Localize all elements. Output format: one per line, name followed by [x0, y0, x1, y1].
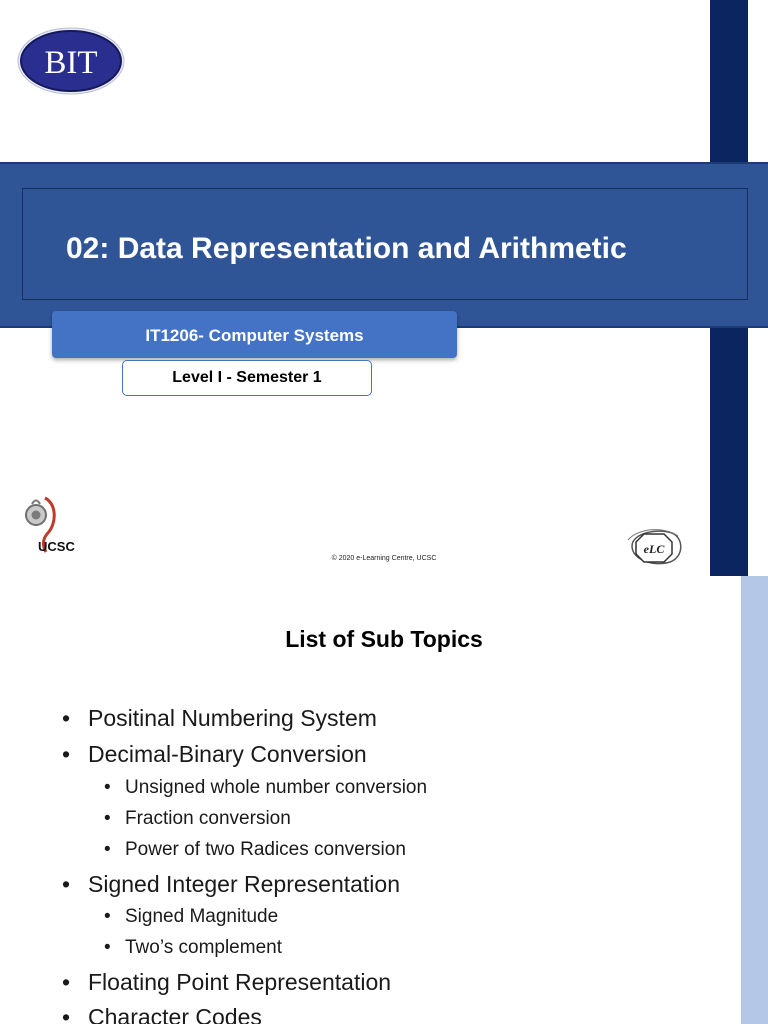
list-item-text: Fraction conversion	[125, 808, 291, 829]
bullet: •	[104, 808, 111, 829]
ucsc-logo-text: UCSC	[38, 539, 75, 554]
bullet: •	[104, 777, 111, 798]
bullet: •	[62, 1004, 71, 1024]
page-title: 02: Data Representation and Arithmetic	[66, 232, 627, 265]
list-item-text: Two’s complement	[125, 937, 282, 958]
list-item-text: Character Codes	[88, 1004, 262, 1024]
subtopics-title: List of Sub Topics	[285, 626, 483, 652]
bullet: •	[104, 906, 111, 927]
list-item-text: Signed Magnitude	[125, 906, 279, 927]
list-item-text: Unsigned whole number conversion	[125, 777, 428, 798]
bullet: •	[62, 705, 71, 731]
elc-logo-text: eLC	[643, 542, 665, 556]
bullet: •	[62, 871, 71, 897]
bit-logo	[0, 0, 140, 110]
course-box: IT1206- Computer Systems	[52, 311, 457, 358]
list-item-text: Decimal-Binary Conversion	[88, 741, 367, 767]
level-box: Level I - Semester 1	[122, 360, 372, 396]
bullet: •	[104, 839, 111, 860]
bullet: •	[62, 969, 71, 995]
list-item-text: Signed Integer Representation	[88, 871, 400, 897]
list-item-text: Positinal Numbering System	[88, 705, 377, 731]
elc-logo	[624, 524, 688, 568]
list-item-text: Power of two Radices conversion	[125, 839, 406, 860]
ucsc-logo	[22, 494, 92, 558]
bit-logo-text: BIT	[44, 45, 98, 81]
copyright-text: © 2020 e-Learning Centre, UCSC	[331, 555, 437, 562]
bullet: •	[62, 741, 71, 767]
list-item-text: Floating Point Representation	[88, 969, 392, 995]
subtopics-slide	[0, 576, 768, 1024]
bullet: •	[104, 937, 111, 958]
